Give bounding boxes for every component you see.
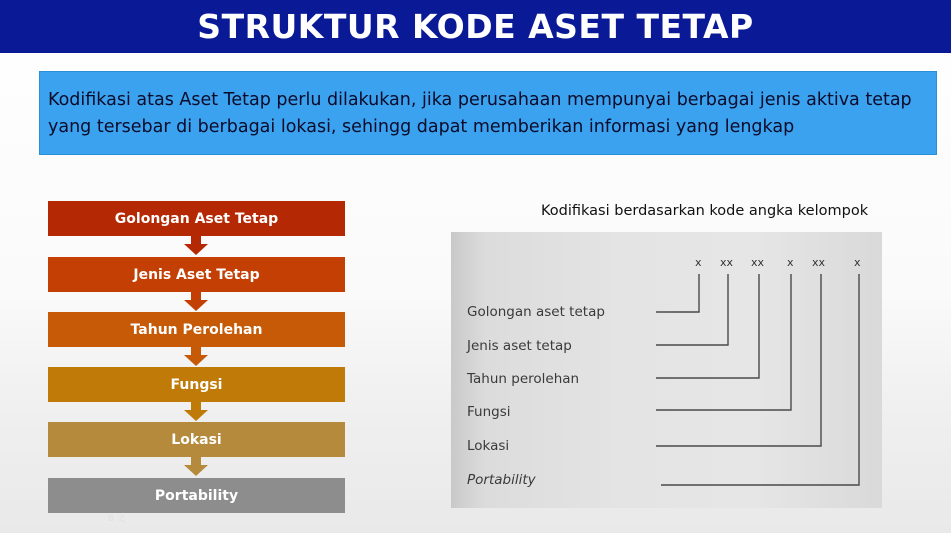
row-label-tahun: Tahun perolehan <box>467 371 580 387</box>
code-label: xx <box>720 256 734 269</box>
flow-box-portability <box>48 478 345 513</box>
intro-box <box>39 71 937 155</box>
code-label: x <box>787 256 794 269</box>
flow-box-lokasi <box>48 422 345 457</box>
flow-box-label: Jenis Aset Tetap <box>133 266 260 283</box>
code-structure-lines <box>451 232 882 508</box>
flow-box-label: Portability <box>154 487 239 504</box>
flow-box-label: Fungsi <box>170 376 223 393</box>
slide-title: STRUKTUR KODE ASET TETAP <box>197 7 754 46</box>
intro-line-2: yang tersebar di berbagai lokasi, sehingg dapat memberikan informasi yang lengkap <box>48 117 795 137</box>
row-label-portability: Portability <box>467 472 536 488</box>
code-structure-photo <box>451 232 882 508</box>
flow-arrow-down-icon <box>183 347 209 367</box>
flow-box-label: Golongan Aset Tetap <box>114 210 279 227</box>
flow-arrow-down-icon <box>183 292 209 312</box>
flow-box-label: Lokasi <box>171 431 222 448</box>
flow-box-tahun <box>48 312 345 347</box>
row-label-jenis: Jenis aset tetap <box>467 338 572 354</box>
code-label: x <box>695 256 702 269</box>
flow-arrow-down-icon <box>183 402 209 422</box>
row-label-fungsi: Fungsi <box>467 404 511 420</box>
flow-box-golongan <box>48 201 345 236</box>
flow-arrow-down-icon <box>183 236 209 256</box>
flow-box-jenis <box>48 257 345 292</box>
intro-line-1: Kodifikasi atas Aset Tetap perlu dilakukan, jika perusahaan mempunyai berbagai jenis aktiva tetap <box>48 90 912 110</box>
code-label: x <box>854 256 861 269</box>
figure-caption: Kodifikasi berdasarkan kode angka kelompok <box>541 203 869 219</box>
flow-box-fungsi <box>48 367 345 402</box>
code-label: xx <box>812 256 826 269</box>
row-label-golongan: Golongan aset tetap <box>467 304 605 320</box>
slide-title-bar <box>0 0 951 53</box>
flow-arrow-down-icon <box>183 457 209 477</box>
watermark: ʙ ʐ <box>108 512 125 524</box>
row-label-lokasi: Lokasi <box>467 438 510 454</box>
code-label: xx <box>751 256 765 269</box>
flow-box-label: Tahun Perolehan <box>130 321 263 338</box>
